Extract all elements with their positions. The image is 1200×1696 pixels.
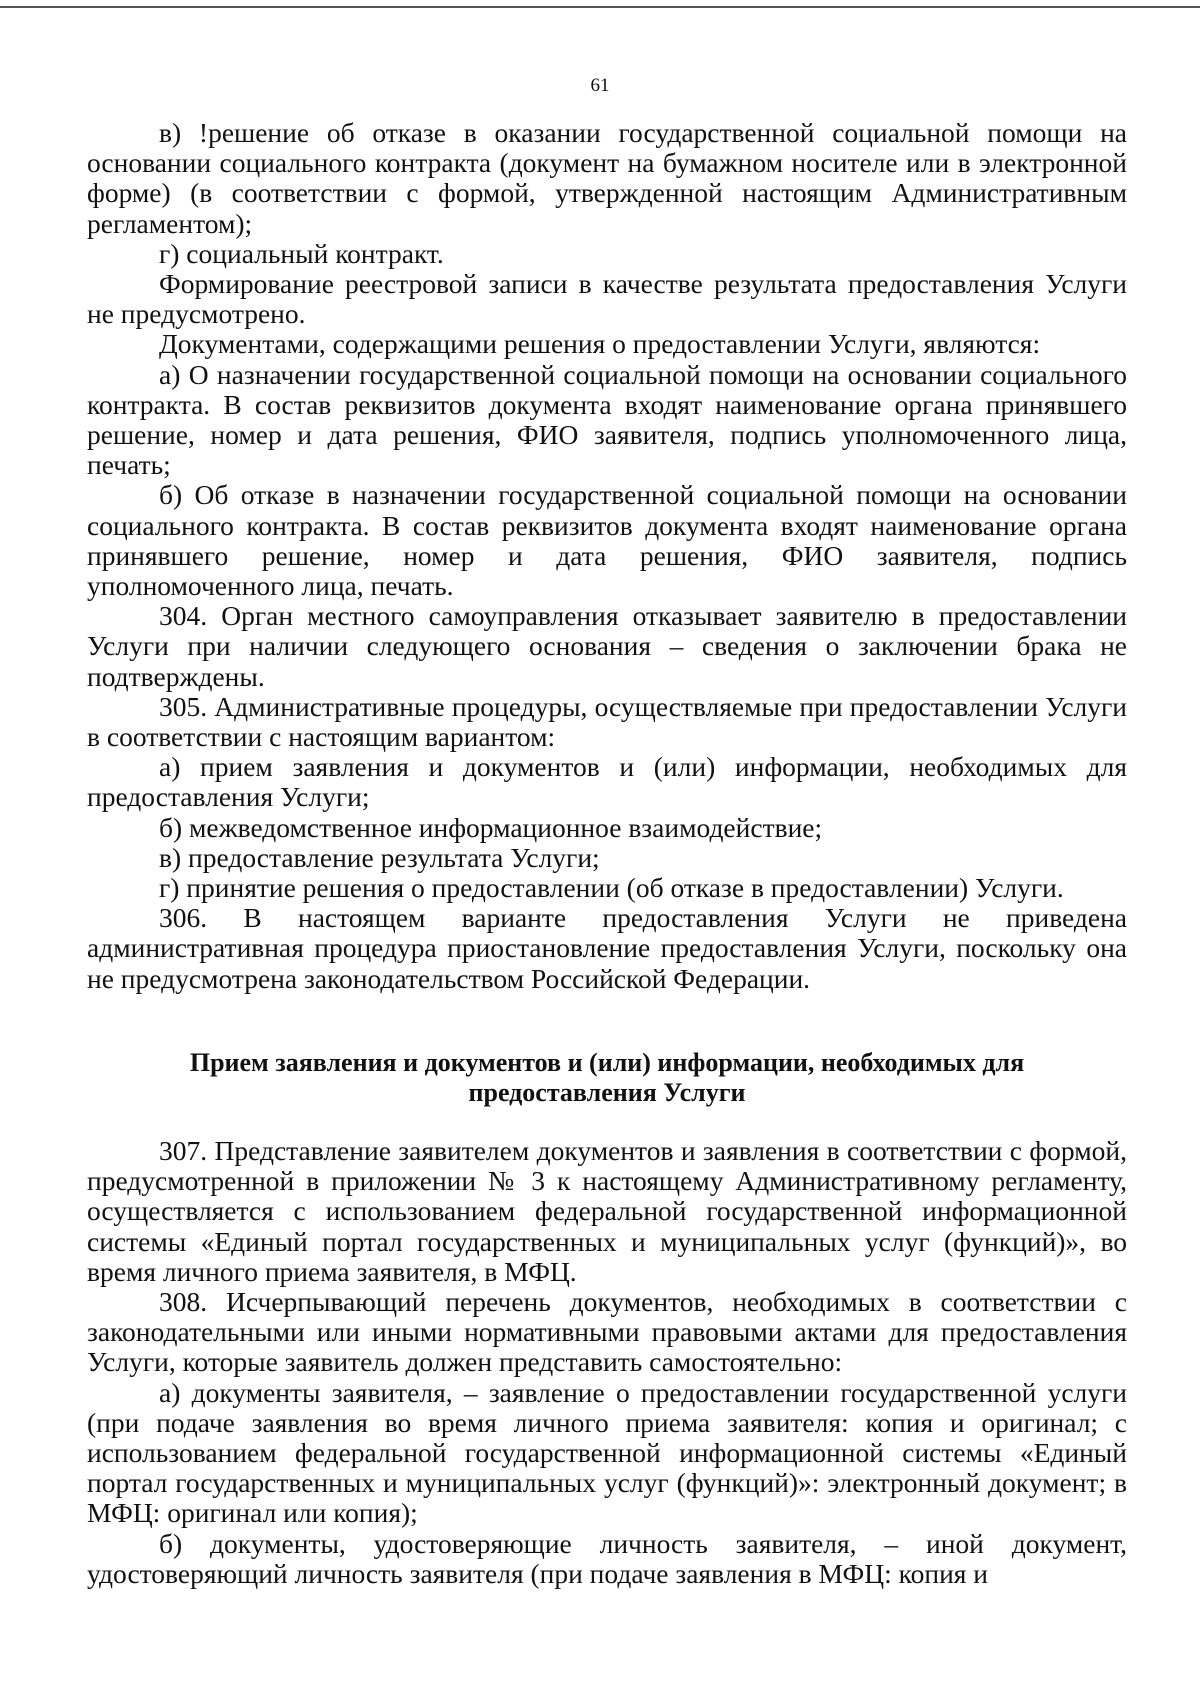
paragraph: г) социальный контракт. <box>159 237 444 269</box>
paragraph: а) О назначении государственной социальной помощи на основании социального контракта. В состав реквизитов документа входят наименование органа принявшего решение, номер и дата решения, ФИО заявителя, подпись уполномоченного лица, печать; <box>87 358 1127 481</box>
paragraph: в) предоставление результата Услуги; <box>159 841 600 873</box>
top-border-line <box>0 6 1200 8</box>
paragraph: б) Об отказе в назначении государственной социальной помощи на основании социального контракта. В состав реквизитов документа входят наименование органа принявшего решение, номер и дата решения, ФИО заявителя, подпись уполномоченного лица, печать. <box>87 479 1127 602</box>
section-heading: Прием заявления и документов и (или) информации, необходимых для предоставления Услуги <box>189 1047 1025 1107</box>
paragraph: а) прием заявления и документов и (или) информации, необходимых для предоставления Услуги; <box>87 751 1127 813</box>
paragraph: б) документы, удостоверяющие личность заявителя, – иной документ, удостоверяющий личность заявителя (при подаче заявления в МФЦ: копия и <box>87 1527 1127 1589</box>
paragraph: Документами, содержащими решения о предоставлении Услуги, являются: <box>159 328 1041 360</box>
paragraph: Формирование реестровой записи в качестве результата предоставления Услуги не предусмотрено. <box>87 268 1127 330</box>
document-body <box>87 118 1127 1589</box>
paragraph: б) межведомственное информационное взаимодействие; <box>159 811 823 843</box>
paragraph: 307. Представление заявителем документов и заявления в соответствии с формой, предусмотренной в приложении № 3 к настоящему Административному регламенту, осуществляется с использованием федеральной государственной информационной системы «Единый портал государственных и муниципальных услуг (функций)», во время личного приема заявителя, в МФЦ. <box>87 1134 1127 1287</box>
paragraph: в) !решение об отказе в оказании государственной социальной помощи на основании социального контракта (документ на бумажном носителе или в электронной форме) (в соответствии с формой, утвержденной настоящим Административным регламентом); <box>87 117 1127 239</box>
paragraph: 306. В настоящем варианте предоставления Услуги не приведена административная процедура приостановление предоставления Услуги, поскольку она не предусмотрена законодательством Российской Федерации. <box>87 902 1127 994</box>
paragraph: г) принятие решения о предоставлении (об отказе в предоставлении) Услуги. <box>159 872 1064 904</box>
paragraph: 305. Административные процедуры, осуществляемые при предоставлении Услуги в соответствии с настоящим вариантом: <box>87 690 1127 753</box>
page-number: 61 <box>590 75 610 96</box>
paragraph: 304. Орган местного самоуправления отказывает заявителю в предоставлении Услуги при наличии следующего основания – сведения о заключении брака не подтверждены. <box>87 600 1127 692</box>
paragraph: 308. Исчерпывающий перечень документов, необходимых в соответствии с законодательными или иными нормативными правовыми актами для предоставления Услуги, которые заявитель должен представить самостоятельно: <box>87 1285 1127 1378</box>
paragraph: а) документы заявителя, – заявление о предоставлении государственной услуги (при подаче заявления во время личного приема заявителя: копия и оригинал; с использованием федеральной государственной информационной системы «Единый портал государственных и муниципальных услуг (функций)»: электронный документ; в МФЦ: оригинал или копия); <box>87 1376 1127 1529</box>
